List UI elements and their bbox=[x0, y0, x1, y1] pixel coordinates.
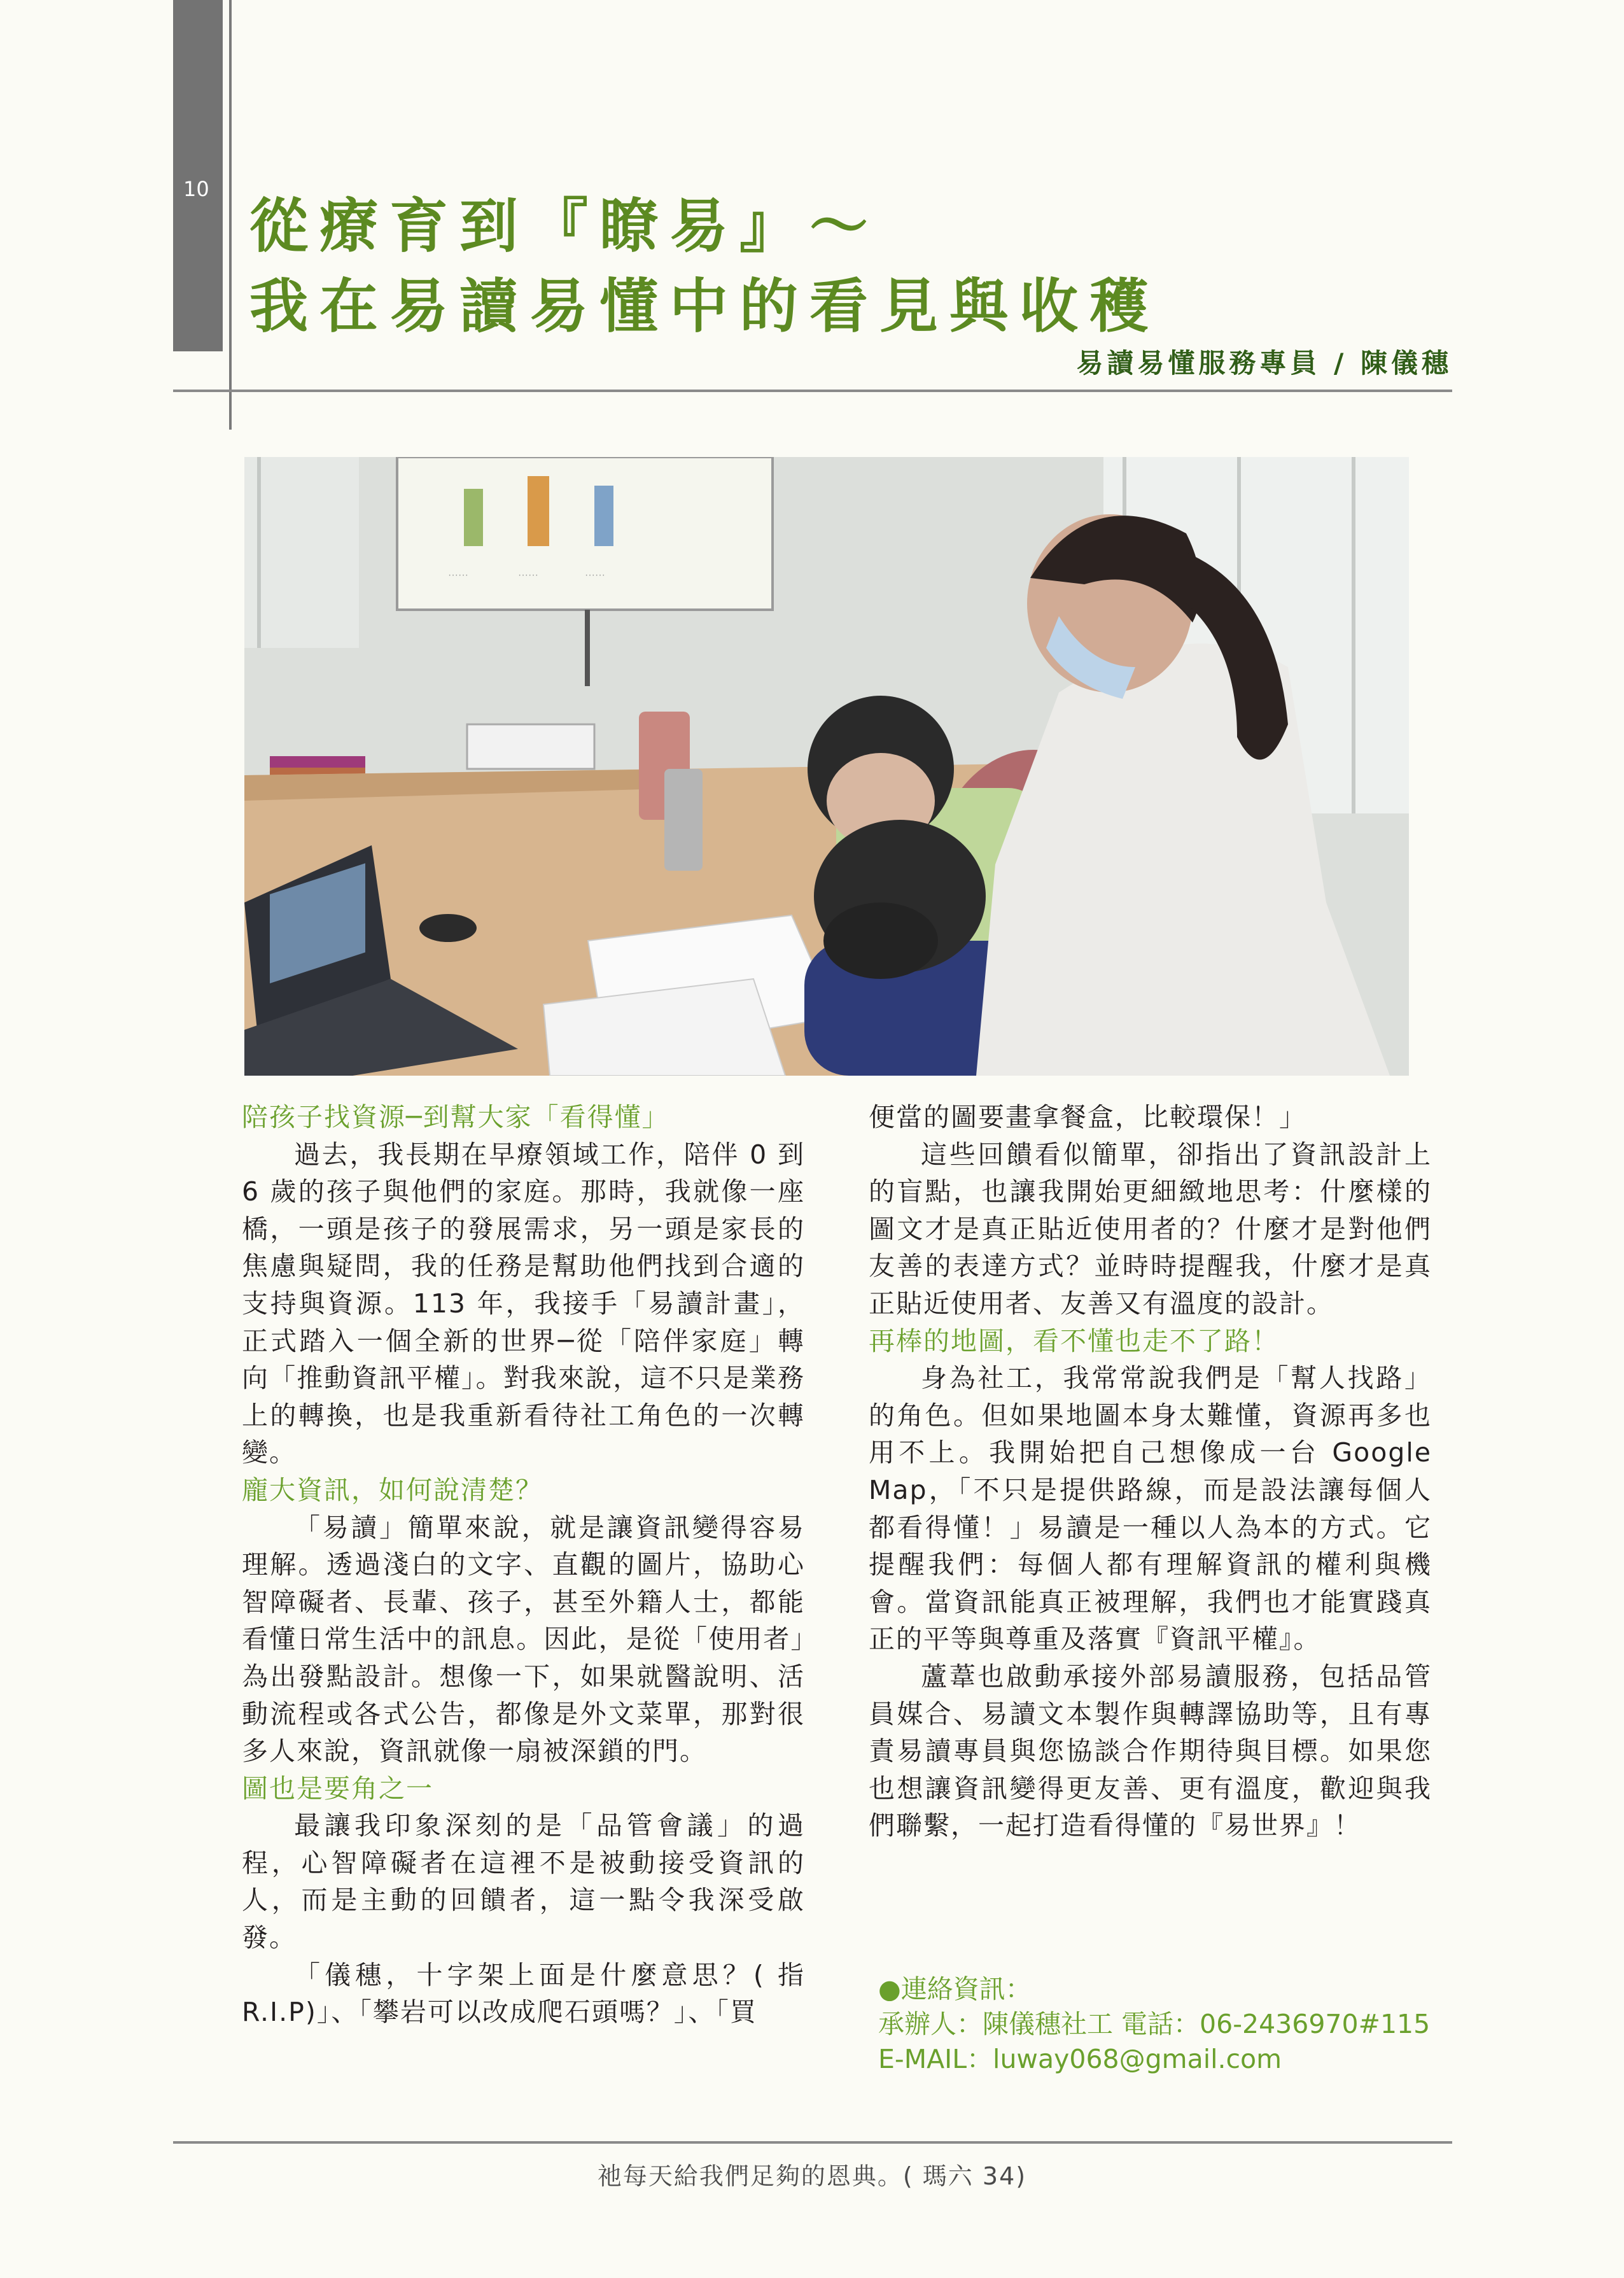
paragraph-continued: 便當的圖要畫拿餐盒，比較環保！」 bbox=[869, 1102, 1306, 1132]
right-column bbox=[869, 1099, 1432, 1845]
section-heading-3: 圖也是要角之一 bbox=[242, 1773, 433, 1804]
contact-heading: ●連絡資訊： bbox=[878, 1974, 1032, 2004]
left-column bbox=[242, 1099, 805, 2031]
section-heading-2: 龐大資訊，如何說清楚？ bbox=[242, 1474, 543, 1505]
paragraph: 最讓我印象深刻的是「品管會議」的過程，心智障礙者在這裡不是被動接受資訊的人，而是主動的回饋者，這一點令我深受啟發。 bbox=[242, 1810, 805, 1953]
slide-caption-3: ······ bbox=[585, 570, 605, 580]
author-byline: 易讀易懂服務專員 / 陳儀穗 bbox=[1076, 348, 1452, 379]
paragraph: 過去，我長期在早療領域工作，陪伴 0 到 6 歲的孩子與他們的家庭。那時，我就像一座橋，一頭是孩子的發展需求，另一頭是家長的焦慮與疑問，我的任務是幫助他們找到合適的支持與資源。113 年，我接手「易讀計畫」，正式踏入一個全新的世界─從「陪伴家庭」轉向「推動資訊平權」。對我來說，這不只是業務上的轉換，也是我重新看待社工角色的一次轉變。 bbox=[242, 1139, 805, 1468]
section-heading-4: 再棒的地圖，看不懂也走不了路！ bbox=[869, 1325, 1279, 1356]
photo-illustration bbox=[244, 457, 1409, 1076]
contact-info bbox=[878, 1972, 1430, 2077]
contact-person-phone: 承辦人：陳儀穗社工 電話：06-2436970#115 bbox=[878, 2009, 1431, 2039]
article-title-line-2: 我在易讀易懂中的看見與收穫 bbox=[249, 272, 1160, 341]
header-divider bbox=[173, 390, 1452, 392]
footer-verse: 祂每天給我們足夠的恩典。( 瑪六 34) bbox=[597, 2162, 1027, 2190]
paragraph: 「儀穗，十字架上面是什麼意思？( 指 R.I.P)」、「攀岩可以改成爬石頭嗎？」、「買 bbox=[242, 1959, 805, 2028]
paragraph: 蘆葦也啟動承接外部易讀服務，包括品管員媒合、易讀文本製作與轉譯協助等，且有專責易讀專員與您協談合作期待與目標。如果您也想讓資訊變得更友善、更有溫度，歡迎與我們聯繫，一起打造看得懂的『易世界』！ bbox=[869, 1661, 1432, 1841]
footer-divider bbox=[173, 2141, 1452, 2144]
paragraph: 這些回饋看似簡單，卻指出了資訊設計上的盲點，也讓我開始更細緻地思考：什麼樣的圖文才是真正貼近使用者的？什麼才是對他們友善的表達方式？並時時提醒我，什麼才是真正貼近使用者、友善又有溫度的設計。 bbox=[869, 1139, 1432, 1319]
vertical-rule bbox=[229, 0, 232, 430]
paragraph: 「易讀」簡單來說，就是讓資訊變得容易理解。透過淺白的文字、直觀的圖片，協助心智障礙者、長輩、孩子，甚至外籍人士，都能看懂日常生活中的訊息。因此，是從「使用者」為出發點設計。想像一下，如果就醫說明、活動流程或各式公告，都像是外文菜單，那對很多人來說，資訊就像一扇被深鎖的門。 bbox=[242, 1512, 805, 1767]
page-side-tab bbox=[173, 0, 223, 351]
paragraph: 身為社工，我常常說我們是「幫人找路」的角色。但如果地圖本身太難懂，資源再多也用不上。我開始把自己想像成一台 Google Map，「不只是提供路線，而是設法讓每個人都看得懂！」易讀是一種以人為本的方式。它提醒我們：每個人都有理解資訊的權利與機會。當資訊能真正被理解，我們也才能實踐真正的平等與尊重及落實『資訊平權』。 bbox=[869, 1363, 1432, 1655]
article-title-line-1: 從療育到『瞭易』～ bbox=[249, 192, 880, 260]
article-photo bbox=[244, 457, 1409, 1076]
page-number: 10 bbox=[183, 177, 209, 201]
contact-email: E-MAIL：luway068@gmail.com bbox=[878, 2044, 1282, 2074]
slide-caption-2: ······ bbox=[518, 570, 538, 580]
section-heading-1: 陪孩子找資源─到幫大家「看得懂」 bbox=[242, 1102, 669, 1132]
slide-caption-1: ······ bbox=[448, 570, 468, 580]
